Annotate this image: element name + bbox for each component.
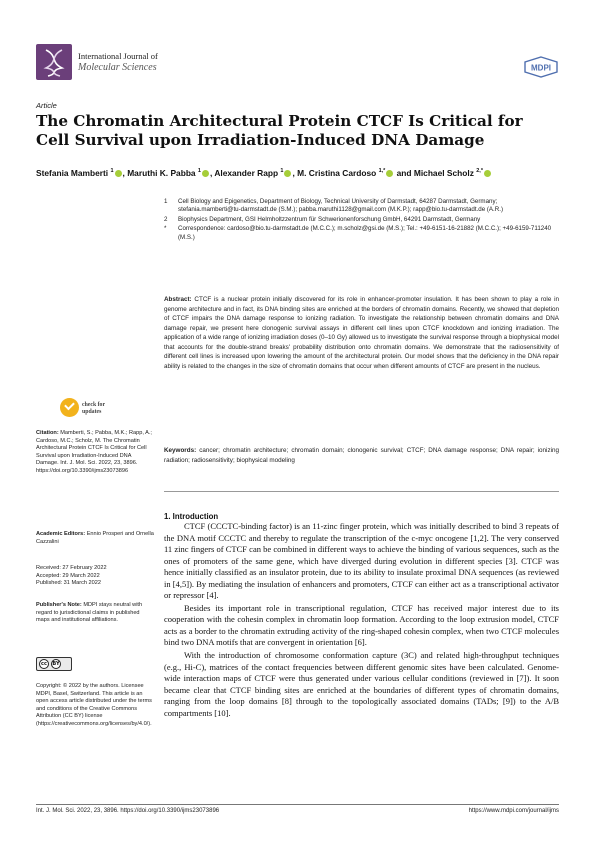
author-separator: , <box>292 168 298 178</box>
dates-block <box>36 565 156 588</box>
affiliation-text: Cell Biology and Epigenetics, Department of Biology, Technical University of Darmstadt, 64287 Darmstadt, Germany; stefania.mamberti@tu-darmstadt.de (S.M.); pabba.maruthi1128@gmail.com (M.K.P.); rapp@bio.tu-darmstadt.de (A.R.) <box>178 198 504 214</box>
affiliation-item <box>164 216 559 224</box>
mdpi-logo-icon <box>523 56 559 78</box>
keywords <box>164 446 559 465</box>
author-name: Stefania Mamberti <box>36 168 111 178</box>
affiliation-item <box>164 198 559 215</box>
journal-header <box>36 44 559 88</box>
article-type: Article <box>36 101 57 110</box>
author-affiliation-mark: 1 <box>280 168 284 175</box>
citation-block <box>36 430 154 475</box>
citation-label: Citation: <box>36 430 59 436</box>
author-affiliation-mark: 1,* <box>378 168 386 175</box>
abstract <box>164 295 559 371</box>
copyright-text: Copyright: © 2022 by the authors. Licensee MDPI, Basel, Switzerland. This article is an open access article distributed under the terms and conditions of the Creative Commons Attribution (CC BY) license (https://creativecommons.org/licenses/by/4.0/). <box>36 683 152 727</box>
journal-name-line2: Molecular Sciences <box>78 62 157 73</box>
check-for-updates-badge[interactable] <box>60 398 120 418</box>
author-name: M. Cristina Cardoso <box>297 168 379 178</box>
publisher-note-block <box>36 602 154 625</box>
author-list <box>36 168 559 178</box>
author-affiliation-mark: 1 <box>110 168 114 175</box>
citation-text[interactable]: Mamberti, S.; Pabba, M.K.; Rapp, A.; Cardoso, M.C.; Scholz, M. The Chromatin Architectural Protein CTCF Is Critical for Cell Survival upon Irradiation-Induced DNA Damage. Int. J. Mol. Sci. 2022, 23, 3896. https://doi.org/10.3390/ijms23073896 <box>36 430 152 474</box>
publisher-note-text: MDPI stays neutral with regard to jurisdictional claims in published maps and institutional affiliations. <box>36 602 143 623</box>
affiliation-item <box>164 225 559 242</box>
author-separator: and <box>394 168 414 178</box>
journal-logo-icon <box>36 44 72 80</box>
orcid-icon[interactable] <box>202 170 209 177</box>
footer-citation[interactable]: Int. J. Mol. Sci. 2022, 23, 3896. https://doi.org/10.3390/ijms23073896 <box>36 808 220 814</box>
affiliation-number: 2 <box>164 215 168 223</box>
check-updates-icon <box>60 398 79 417</box>
affiliation-number: 1 <box>164 198 168 205</box>
editors-label: Academic Editors: <box>36 531 86 537</box>
published-date: Published: 31 March 2022 <box>36 580 101 586</box>
abstract-label: Abstract: <box>164 296 192 303</box>
author-name: Michael Scholz <box>413 168 477 178</box>
affiliation-text: Biophysics Department, GSI Helmholtzzentrum für Schwerionenforschung GmbH, 64291 Darmstadt, Germany <box>178 215 481 223</box>
by-icon: BY <box>52 661 60 667</box>
body-paragraph: Besides its important role in transcriptional regulation, CTCF has received major interest due to its cooperation with the cohesin complex in chromatin loop formation. According to the loop extrusion model, CTCF acts as a border to the chromatin extruding activity of the ring-shaped cohesin complex, when two CTCF molecules bind two DNA motifs that are convergent in orientation [6]. <box>164 602 559 648</box>
publisher-note-label: Publisher's Note: <box>36 602 82 608</box>
body-paragraph: CTCF (CCCTC-binding factor) is an 11-zinc finger protein, which was initially described to bind 3 repeats of the DNA motif CCCTC and thereby to regulate the transcription of the c-myc oncogene [1,2]. The very conserved 11 zinc fingers of CTCF can be combined in different ways to achieve the binding of various sequences, such as the ones of promoters of the same gene, which have diverged during evolution in different species [3]. CTCF was hence initially classified as an insulator protein, due to its ability to insulate proximal DNA sequences (as reviewed in [4,5]). By mediating the insulation of enhancers and promoters, CTCF can either act as a transcriptional activator or repressor [4]. <box>164 521 559 601</box>
body-text <box>164 521 559 720</box>
footer-divider <box>36 804 559 805</box>
footer-journal-url[interactable]: https://www.mdpi.com/journal/ijms <box>468 808 559 814</box>
journal-name-line1: International Journal of <box>78 51 158 61</box>
editors-block <box>36 531 154 546</box>
orcid-icon[interactable] <box>284 170 291 177</box>
editors-text: Ennio Prosperi and Ornella Cazzalini <box>36 531 154 545</box>
svg-text:MDPI: MDPI <box>531 63 551 73</box>
abstract-text: CTCF is a nuclear protein initially discovered for its role in enhancer-promoter insulation. It has been shown to play a role in genome architecture and in fact, its DNA binding sites are enriched at the borders of chromatin domains. Recently, we showed that depletion of CTCF impairs the DNA damage response to ionizing radiation. To investigate the relationship between chromatin domains and DNA damage repair, we present here clonogenic survival assays in different cell lines upon CTCF knockdown and ionizing irradiation. The application of a wide range of ionizing irradiation doses (0–10 Gy) allowed us to investigate the survival response through a biophysical model that accounts for the double-strand breaks' probability distribution onto chromatin domains. We demonstrate that the radiosensitivity of different cell lines is increased upon lowering the amount of the architectural protein. Our model shows that the deficiency in the DNA repair ability is related to the changes in the size of chromatin domains that occur when different amounts of CTCF are present in the nucleus. <box>164 296 559 370</box>
cc-icon: cc <box>39 659 49 669</box>
cc-by-license-icon[interactable] <box>36 657 72 671</box>
copyright-block <box>36 683 154 728</box>
orcid-icon[interactable] <box>484 170 491 177</box>
author-name: Alexander Rapp <box>214 168 281 178</box>
affiliation-list <box>164 198 559 243</box>
author-separator: , <box>122 168 128 178</box>
section-divider <box>164 491 559 492</box>
paper-title: The Chromatin Architectural Protein CTCF Is Critical for Cell Survival upon Irradiation-Induced DNA Damage <box>36 112 523 149</box>
affiliation-text: Correspondence: cardoso@bio.tu-darmstadt.de (M.C.C.); m.scholz@gsi.de (M.S.); Tel.: +49-6151-16-21882 (M.C.C.); +49-6159-711240 (M.S.) <box>178 225 552 241</box>
section-heading: 1. Introduction <box>164 512 219 521</box>
journal-name <box>78 51 158 73</box>
author-separator: , <box>209 168 215 178</box>
body-paragraph: With the introduction of chromosome conformation capture (3C) and related high-throughput techniques (e.g., Hi-C), matrices of the contact frequencies between different genomic sites have been calculated. Genome-wide interaction maps of CTCF were thus generated under various cellular conditions (reviewed in [7]). It soon became clear that CTCF binding sites are enriched at the boundaries of different types of chromatin domains, ranging from the loop domains [8] through to the topologically associated domains (TADs; [9]) to the A/B compartments [10]. <box>164 650 559 718</box>
check-updates-text: check for updates <box>82 402 106 415</box>
received-date: Received: 27 February 2022 <box>36 565 107 571</box>
affiliation-number: * <box>164 225 167 233</box>
orcid-icon[interactable] <box>386 170 393 177</box>
keywords-label: Keywords: <box>164 447 197 454</box>
author-affiliation-mark: 2,* <box>476 168 483 175</box>
author-affiliation-mark: 1 <box>197 168 201 175</box>
author-name: Maruthi K. Pabba <box>127 168 198 178</box>
orcid-icon[interactable] <box>115 170 122 177</box>
accepted-date: Accepted: 29 March 2022 <box>36 572 100 579</box>
page-footer <box>36 808 559 814</box>
keywords-text: cancer; chromatin architecture; chromatin domain; clonogenic survival; CTCF; DNA damage response; DNA repair; ionizing radiation; radiosensitivity; biophysical modeling <box>164 447 560 464</box>
